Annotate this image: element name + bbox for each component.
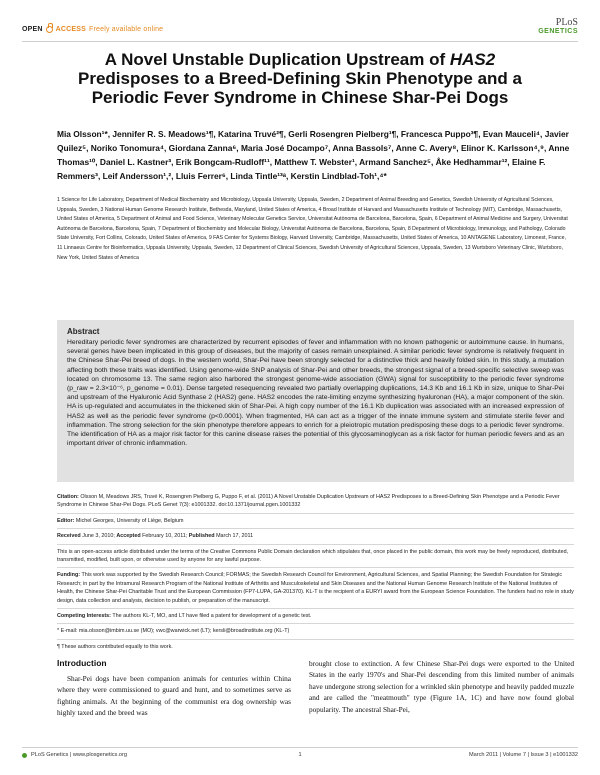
published-date: March 17, 2011 bbox=[216, 533, 254, 540]
open-lock-icon bbox=[46, 26, 53, 33]
accepted-label: Accepted bbox=[116, 533, 141, 540]
intro-column-right: brought close to extinction. A few Chinese Shar-Pei dogs were exported to the United States in the early 1970's and Shar-Pei descending from this limited number of animals have undergone strong selection for a wrinkled skin phenotype and heavily padded muzzle and are called the "meatmouth" type (Figure 1A, 1C) and have now found global popularity. The ancestral Shar-Pei, bbox=[309, 659, 574, 714]
open-label: OPEN bbox=[22, 26, 43, 33]
footer-rule bbox=[22, 747, 578, 748]
abstract-heading: Abstract bbox=[67, 327, 100, 336]
article-title bbox=[70, 50, 530, 107]
logo-plos: PLoS bbox=[555, 17, 578, 28]
competing-interests bbox=[57, 609, 574, 624]
funding bbox=[57, 568, 574, 609]
journal-header bbox=[22, 17, 578, 40]
intro-column-left: Shar-Pei dogs have been companion animals for centuries within China where they were commissioned to guard and hunt, and to sometimes serve as fighting animals. At the beginning of the communist era dog ownership was highly taxed and the breed was bbox=[57, 674, 291, 718]
page-footer bbox=[22, 752, 578, 762]
abstract-text: Hereditary periodic fever syndromes are characterized by recurrent episodes of fever and inflammation with no known pathogenic or autoimmune cause. In humans, several genes have been implicated in this group of diseases, but the majority of cases remain unexplained. A similar periodic fever syndrome is relatively frequent in the Chinese Shar-Pei breed of dogs. In the western world, Shar-Pei have been strongly selected for a distinctive thick and heavily folded skin. In this study, a mutation affecting both these traits was identified. Using genome-wide SNP analysis of Shar-Pei and other breeds, the strongest signal of a breed-specific selective sweep was located on chromosome 13. The same region also harbored the strongest genome-wide association (GWA) signal for susceptibility to the periodic fever syndrome (p_raw = 2.3×10⁻⁶, p_genome = 0.01). Dense targeted resequencing revealed two partially overlapping duplications, 14.3 Kb and 16.1 Kb in size, unique to Shar-Pei and upstream of the Hyaluronic Acid Synthase 2 (HAS2) gene. HAS2 encodes the rate-limiting enzyme synthesizing hyaluronan (HA), a major component of the skin. HA is up-regulated and accumulates in the thickened skin of Shar-Pei. A high copy number of the 16.1 Kb duplication was associated with an increased expression of HAS2 as well as the periodic fever syndrome (p<0.0001). When fragmented, HA can act as a trigger of the innate immune system and stimulate sterile fever and inflammation. The strong selection for the skin phenotype therefore appears to enrich for a pleiotropic mutation predisposing these dogs to a periodic fever syndrome. The identification of HA as a major risk factor for this canine disease raises the potential of this glycosaminoglycan as a risk factor for human periodic fevers and as an important driver of chronic inflammation. bbox=[67, 339, 564, 448]
footer-journal-text: PLoS Genetics | www.plosgenetics.org bbox=[31, 752, 127, 758]
received-label: Received bbox=[57, 533, 81, 540]
page-number: 1 bbox=[298, 752, 302, 758]
equal-contribution-note: ¶ These authors contributed equally to this work. bbox=[57, 643, 173, 650]
affiliations: 1 Science for Life Laboratory, Department of Medical Biochemistry and Microbiology, Uppsala University, Uppsala, Sweden, 2 Department of Animal Breeding and Genetics, Swedish University of Agricultural Sciences, Uppsala, Sweden, 3 National Human Genome Research Institute, Bethesda, Maryland, United States of America, 4 Broad Institute of Harvard and Massachusetts Institute of Technology (MIT), Cambridge, Massachusetts, United States of America, 5 Department of Animal and Food Science, Veterinary Molecular Genetics Service, Universitat Autònoma de Barcelona, Barcelona, Spain, 6 Department of Animal Medicine and Surgery, Universitat Autònoma de Barcelona, Barcelona, Spain, 7 Department of Biochemistry and Molecular Biology, Universitat Autònoma de Barcelona, Barcelona, Spain, 8 Department of Microbiology, Immunology, and Pathology, Colorado State University, Fort Collins, Colorado, United States of America, 9 FAS Center for Systems Biology, Harvard University, Cambridge, Massachusetts, United States of America, 10 ANTAGENE Laboratory, Limonest, France, 11 Linnaeus Centre for Bioinformatics, Uppsala University, Uppsala, Sweden, 12 Department of Clinical Sciences, Swedish University of Agricultural Sciences, Uppsala, Sweden, 13 Wurtsboro Veterinary Clinic, Wurtsboro, New York, United States of America bbox=[57, 197, 568, 261]
editor-text: Michel Georges, University of Liège, Belgium bbox=[75, 517, 184, 524]
article-metadata bbox=[57, 490, 574, 654]
received-date: June 3, 2010; bbox=[82, 533, 115, 540]
funding-text: This work was supported by the Swedish Research Council; FORMAS; the Swedish Research Council for Environment, Agricultural Sciences, and Spatial Planning; the Swedish Foundation for Strategic Research; in part by the Intramural Research Program of the National Institute of Arthritis and Musculoskeletal and Skin Diseases and the National Human Genome Research Institute of the National Institutes of Health, the Chinese Shar-Pei Charitable Trust and the European Commission (FP7-LUPA, GA-201370). KL-T is the recipient of a EURYI award from the European Science Foundation. The funders had no role in study design, data collection and analysis, decision to publish, or preparation of the manuscript. bbox=[57, 572, 574, 604]
accepted-date: February 10, 2011; bbox=[142, 533, 188, 540]
citation-text: Olsson M, Meadows JRS, Truvé K, Rosengren Pielberg G, Puppo F, et al. (2011) A Novel Unstable Duplication Upstream of HAS2 Predisposes to a Breed-Defining Skin Phenotype and a Periodic Fever Syndrome in Chinese Shar-Pei Dogs. PLoS Genet 7(3): e1001332. doi:10.1371/journal.pgen.1001332 bbox=[57, 494, 560, 509]
published-label: Published bbox=[188, 533, 215, 540]
logo-genetics: GENETICS bbox=[538, 28, 578, 35]
license: This is an open-access article distributed under the terms of the Creative Commons Public Domain declaration which stipulates that, once placed in the public domain, this work may be freely reproduced, distributed, transmitted, modified, built upon, or otherwise used by anyone for any lawful purpose. bbox=[57, 545, 574, 569]
funding-label: Funding: bbox=[57, 572, 81, 579]
title-part-1: A Novel Unstable Duplication Upstream of bbox=[104, 50, 450, 69]
citation bbox=[57, 490, 574, 514]
access-label: ACCESS bbox=[55, 26, 87, 33]
title-part-2: Predisposes to a Breed-Defining Skin Phenotype and a Periodic Fever Syndrome in Chinese Shar-Pei Dogs bbox=[78, 69, 522, 107]
citation-label: Citation: bbox=[57, 494, 79, 500]
footer-issue: March 2011 | Volume 7 | Issue 3 | e1001332 bbox=[468, 752, 578, 758]
title-gene: HAS2 bbox=[449, 50, 496, 69]
introduction-heading: Introduction bbox=[57, 658, 107, 668]
competing-label: Competing Interests: bbox=[57, 613, 111, 620]
dates bbox=[57, 529, 574, 544]
editor bbox=[57, 514, 574, 529]
author-list: Mia Olsson¹*, Jennifer R. S. Meadows¹¶, Katarina Truvé²¶, Gerli Rosengren Pielberg¹¶, Francesca Puppo³¶, Evan Mauceli⁴, Javier Quilez⁵, Noriko Tonomura⁴, Giordana Zanna⁶, Maria José Docampo⁷, Anna Bassols⁷, Anne C. Avery⁸, Elinor K. Karlsson⁴,⁹, Anne Thomas¹⁰, Daniel L. Kastner³, Erik Bongcam-Rudloff¹¹, Matthew T. Webster¹, Armand Sanchez⁵, Åke Hedhammar¹², Elaine F. Remmers³, Leif Andersson¹,², Lluis Ferrer⁶, Linda Tintle¹³ᵃ, Kerstin Lindblad-Toh¹,⁴* bbox=[57, 129, 570, 181]
competing-text: The authors KL-T, MO, and LT have filed a patent for development of a genetic test. bbox=[112, 613, 312, 620]
correspondence-email: * E-mail: mia.olsson@imbim.uu.se (MO); vwc@warwick.net (LT); kersli@broadinstitute.org (KL-T) bbox=[57, 624, 574, 639]
plos-genetics-logo bbox=[538, 18, 578, 35]
open-access-badge bbox=[22, 26, 163, 33]
freely-available-label: Freely available online bbox=[89, 26, 164, 33]
abstract-box bbox=[57, 320, 574, 482]
editor-label: Editor: bbox=[57, 517, 75, 524]
header-rule bbox=[22, 41, 578, 42]
